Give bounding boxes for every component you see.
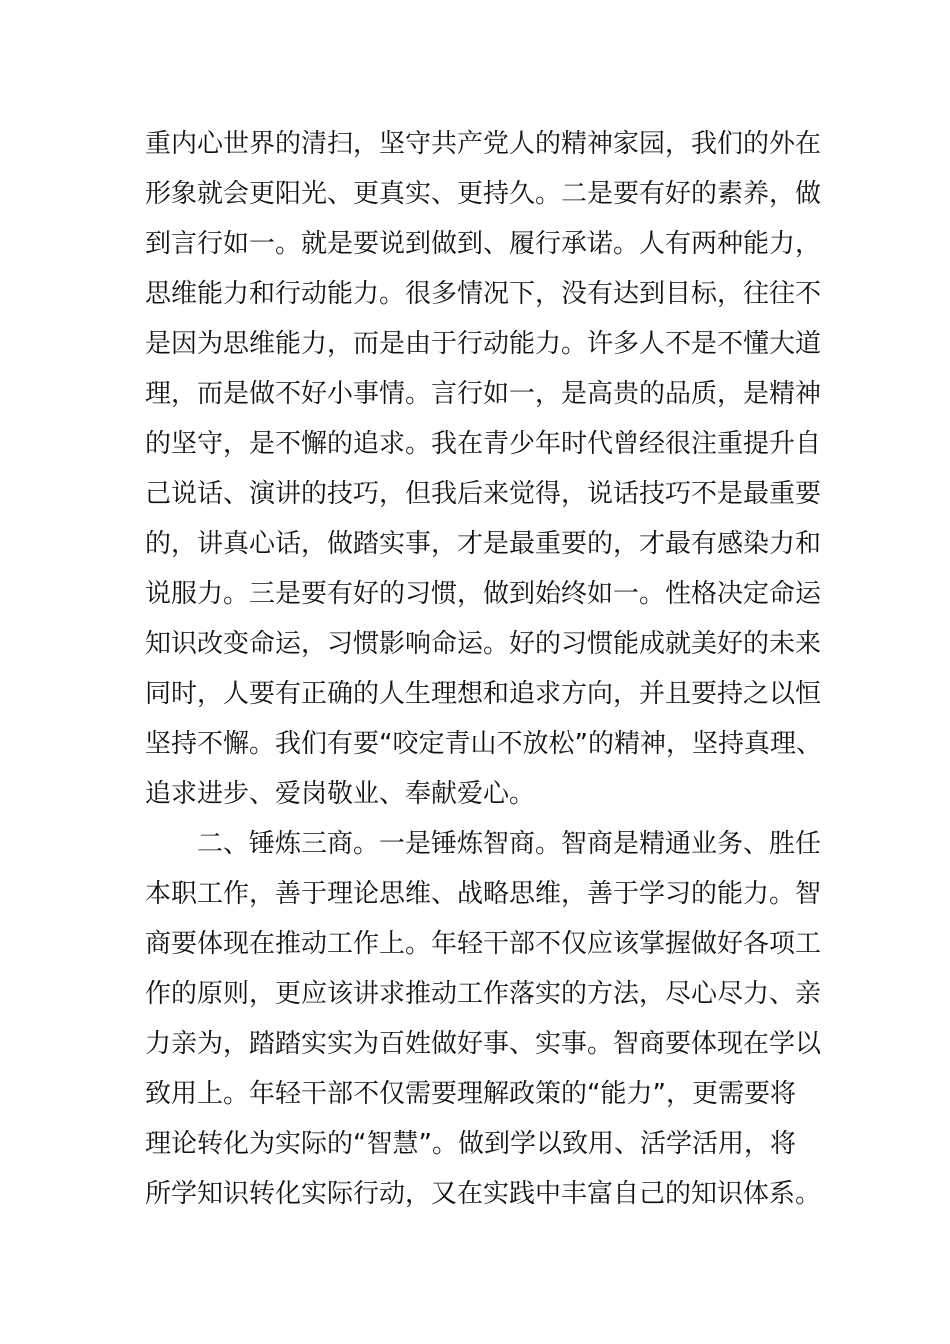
text-line: 力亲为，踏踏实实为百姓做好事、实事。智商要体现在学以 xyxy=(145,1029,822,1059)
text-line: 致用上。年轻干部不仅需要理解政策的“能力”，更需要将 xyxy=(145,1079,796,1109)
text-line: 的坚守，是不懈的追求。我在青少年时代曾经很注重提升自 xyxy=(145,429,822,459)
text-line: 追求进步、爱岗敬业、奉献爱心。 xyxy=(145,779,536,809)
text-line: 同时，人要有正确的人生理想和追求方向，并且要持之以恒 xyxy=(145,679,822,709)
text-line: 是因为思维能力，而是由于行动能力。许多人不是不懂大道 xyxy=(145,329,822,359)
text-line: 重内心世界的清扫，坚守共产党人的精神家园，我们的外在 xyxy=(145,129,822,159)
text-line: 所学知识转化实际行动，又在实践中丰富自己的知识体系。 xyxy=(145,1179,822,1209)
text-line: 知识改变命运，习惯影响命运。好的习惯能成就美好的未来 xyxy=(145,629,822,659)
section-heading-line: 二、锤炼三商。一是锤炼智商。智商是精通业务、胜任 xyxy=(197,829,822,859)
text-line: 商要体现在推动工作上。年轻干部不仅应该掌握做好各项工 xyxy=(145,929,822,959)
text-line: 己说话、演讲的技巧，但我后来觉得，说话技巧不是最重要 xyxy=(145,479,822,509)
text-line: 本职工作，善于理论思维、战略思维，善于学习的能力。智 xyxy=(145,879,822,909)
text-line: 到言行如一。就是要说到做到、履行承诺。人有两种能力， xyxy=(145,229,822,259)
text-line: 说服力。三是要有好的习惯，做到始终如一。性格决定命运 xyxy=(145,579,822,609)
text-line: 的，讲真心话，做踏实事，才是最重要的，才最有感染力和 xyxy=(145,529,822,559)
body-text xyxy=(145,119,865,1219)
text-line: 作的原则，更应该讲求推动工作落实的方法，尽心尽力、亲 xyxy=(145,979,822,1009)
text-line: 坚持不懈。我们有要“咬定青山不放松”的精神，坚持真理、 xyxy=(145,729,822,759)
text-line: 理，而是做不好小事情。言行如一，是高贵的品质，是精神 xyxy=(145,379,822,409)
text-line: 形象就会更阳光、更真实、更持久。二是要有好的素养，做 xyxy=(145,179,822,209)
text-line: 思维能力和行动能力。很多情况下，没有达到目标，往往不 xyxy=(145,279,822,309)
text-line: 理论转化为实际的“智慧”。做到学以致用、活学活用，将 xyxy=(145,1129,796,1159)
